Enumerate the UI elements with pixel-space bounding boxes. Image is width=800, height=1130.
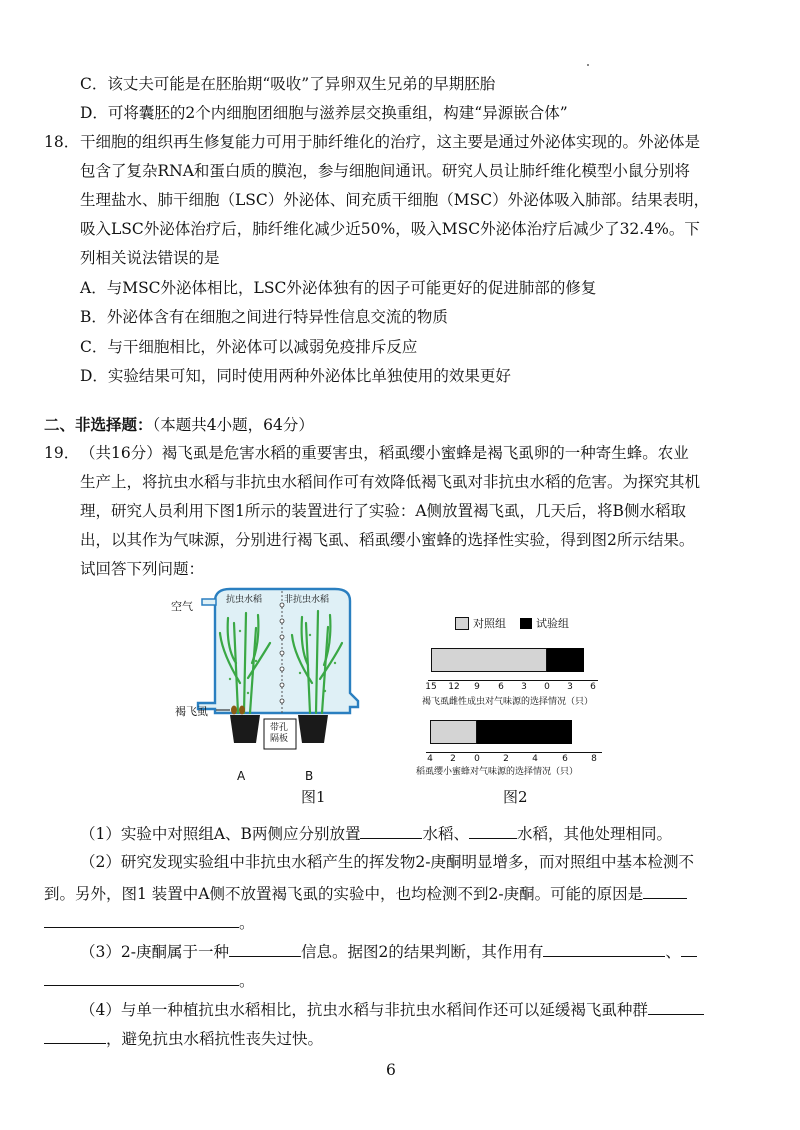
chart-1-control-bar (431, 648, 547, 672)
question-18-line-1: 干细胞的组织再生修复能力可用于肺纤维化的治疗，这主要是通过外泌体实现的。外泌体是 (80, 133, 701, 151)
answer-blank-2a[interactable] (643, 882, 687, 899)
question-18-option-a: A．与MSC外泌体相比，LSC外泌体独有的因子可能更好的促进肺部的修复 (80, 279, 597, 297)
page-dot (587, 64, 589, 66)
figure-2-caption: 图2 (503, 788, 528, 806)
chart-2-xlabel: 稻虱缨小蜜蜂对气味源的选择情况（只） (416, 767, 579, 777)
legend-control-label: 对照组 (473, 617, 506, 630)
sub-question-2-end: 。 (239, 914, 255, 932)
section-2-title: 二、非选择题： (44, 416, 153, 434)
chart-2-tick: 4 (427, 754, 433, 764)
chart-2-tick: 4 (532, 754, 538, 764)
section-2-note: （本题共4小题，64分） (152, 416, 314, 434)
figure-1-apparatus (160, 583, 370, 793)
option-d: D．可将囊胚的2个内细胞团细胞与滋养层交换重组，构建“异源嵌合体” (80, 104, 568, 122)
section-2-header (44, 415, 314, 435)
figure-1-label-a: A (237, 769, 246, 783)
chart-1-axis (428, 680, 598, 681)
sub-question-3-text-c: 、 (665, 943, 681, 961)
figure-2-legend (455, 615, 569, 631)
legend-experiment-label: 试验组 (536, 617, 569, 630)
chart-2-axis (426, 752, 602, 753)
sub-question-4-text-a: （4）与单一种植抗虫水稻相比，抗虫水稻与非抗虫水稻间作还可以延缓褐飞虱种群 (80, 1001, 648, 1019)
chart-1-tick: 6 (498, 682, 504, 692)
pot-b (298, 715, 328, 743)
sub-question-2-line-3 (44, 911, 255, 933)
question-19-number: 19． (44, 444, 80, 462)
answer-blank-4a[interactable] (648, 998, 704, 1015)
sub-question-3-line-1 (80, 940, 697, 962)
option-c: C．该丈夫可能是在胚胎期“吸收”了异卵双生兄弟的早期胚胎 (80, 75, 496, 93)
chart-1-xlabel: 褐飞虱雌性成虫对气味源的选择情况（只） (422, 697, 594, 707)
chart-2-tick: 6 (562, 754, 568, 764)
answer-blank-2b[interactable] (44, 911, 239, 928)
answer-blank-1b[interactable] (469, 822, 517, 839)
chart-2-tick: 2 (503, 754, 509, 764)
question-18-option-c: C．与干细胞相比，外泌体可以减弱免疫排斥反应 (80, 338, 418, 356)
figure-1-resistant-label: 抗虫水稻 (226, 595, 263, 605)
question-18-number: 18． (44, 133, 80, 151)
question-19-line-2: 生产上，将抗虫水稻与非抗虫水稻间作可有效降低褐飞虱对非抗虫水稻的危害。为探究其机 (80, 473, 701, 491)
chart-1-tick: 15 (425, 682, 437, 692)
question-19-line-1: （共16分）褐飞虱是危害水稻的重要害虫，稻虱缨小蜜蜂是褐飞虱卵的一种寄生蜂。农业 (80, 444, 689, 462)
chart-1-experiment-bar (547, 648, 584, 672)
question-18-line-4: 吸入LSC外泌体治疗后，肺纤维化减少近50%，吸入MSC外泌体治疗后减少了32.4%。下 (80, 220, 700, 238)
sub-question-4-line-1 (80, 998, 704, 1020)
figure-1-nonresistant-label: 非抗虫水稻 (284, 595, 330, 605)
figure-1-planthopper-label: 褐飞虱 (175, 705, 208, 718)
chart-1-tick: 3 (567, 682, 573, 692)
sub-question-3-line-2 (44, 969, 255, 991)
sub-question-3-end: 。 (239, 972, 255, 990)
chart-2-tick: 8 (591, 754, 597, 764)
chart-2 (416, 712, 610, 778)
legend-control-swatch (455, 617, 469, 630)
chart-2-control-bar (430, 720, 477, 744)
question-18-line-3: 生理盐水、肺干细胞（LSC）外泌体、间充质干细胞（MSC）外泌体吸入肺部。结果表明， (80, 191, 710, 209)
question-18-option-b: B．外泌体含有在细胞之间进行特异性信息交流的物质 (80, 308, 448, 326)
sub-question-3-text-b: 信息。据图2的结果判断，其作用有 (300, 943, 544, 961)
sub-question-4-line-2 (44, 1027, 323, 1049)
page-number: 6 (386, 1061, 396, 1079)
figure-1-label-b: B (305, 769, 314, 783)
sub-question-2-line-1: （2）研究发现实验组中非抗虫水稻产生的挥发物2-庚酮明显增多，而对照组中基本检测不 (80, 853, 694, 871)
chart-1-tick: 0 (544, 682, 550, 692)
chart-1-tick: 6 (590, 682, 596, 692)
answer-blank-3c[interactable] (681, 940, 697, 957)
answer-blank-1a[interactable] (360, 822, 422, 839)
figure-1-partition-label: 带孔隔板 (269, 723, 288, 744)
question-19-line-3: 理，研究人员利用下图1所示的装置进行了实验：A侧放置褐飞虱，几天后，将B侧水稻取 (80, 502, 686, 520)
chart-2-tick: 2 (450, 754, 456, 764)
figure-1-caption: 图1 (301, 788, 326, 806)
question-18-line-5: 列相关说法错误的是 (80, 249, 220, 267)
answer-blank-4b[interactable] (44, 1027, 106, 1044)
sub-question-1-text-b: 水稻、 (422, 825, 469, 843)
sub-question-2-line-2 (44, 882, 687, 904)
sub-question-1-text-a: （1）实验中对照组A、B两侧应分别放置 (80, 825, 361, 843)
chart-2-experiment-bar (477, 720, 572, 744)
air-inlet (202, 599, 216, 605)
question-18-line-2: 包含了复杂RNA和蛋白质的膜泡，参与细胞间通讯。研究人员让肺纤维化模型小鼠分别将 (80, 162, 690, 180)
question-19-line-4: 出，以其作为气味源，分别进行褐飞虱、稻虱缨小蜜蜂的选择性实验，得到图2所示结果。 (80, 531, 695, 549)
question-19-line-5: 试回答下列问题： (80, 560, 205, 578)
chart-1-tick: 3 (521, 682, 527, 692)
legend-experiment-swatch (520, 618, 532, 629)
answer-blank-3b[interactable] (543, 940, 665, 957)
chart-1-tick: 12 (448, 682, 460, 692)
sub-question-3-text-a: （3）2-庚酮属于一种 (80, 943, 229, 961)
sub-question-2-text-b: 到。另外，图1 装置中A侧不放置褐飞虱的实验中，也均检测不到2-庚酮。可能的原因是 (44, 885, 644, 903)
sub-question-1-text-c: 水稻，其他处理相同。 (516, 825, 672, 843)
chamber-frame (198, 589, 358, 713)
answer-blank-3a[interactable] (229, 940, 301, 957)
pot-a (230, 715, 260, 743)
chart-2-tick: 0 (474, 754, 480, 764)
sub-question-4-text-b: ，避免抗虫水稻抗性丧失过快。 (106, 1030, 324, 1048)
chart-1-tick: 9 (474, 682, 480, 692)
question-18-option-d: D．实验结果可知，同时使用两种外泌体比单独使用的效果更好 (80, 367, 511, 385)
sub-question-1 (80, 822, 672, 844)
chart-1 (420, 640, 610, 710)
answer-blank-3d[interactable] (44, 969, 239, 986)
figure-1-air-label: 空气 (171, 600, 193, 613)
